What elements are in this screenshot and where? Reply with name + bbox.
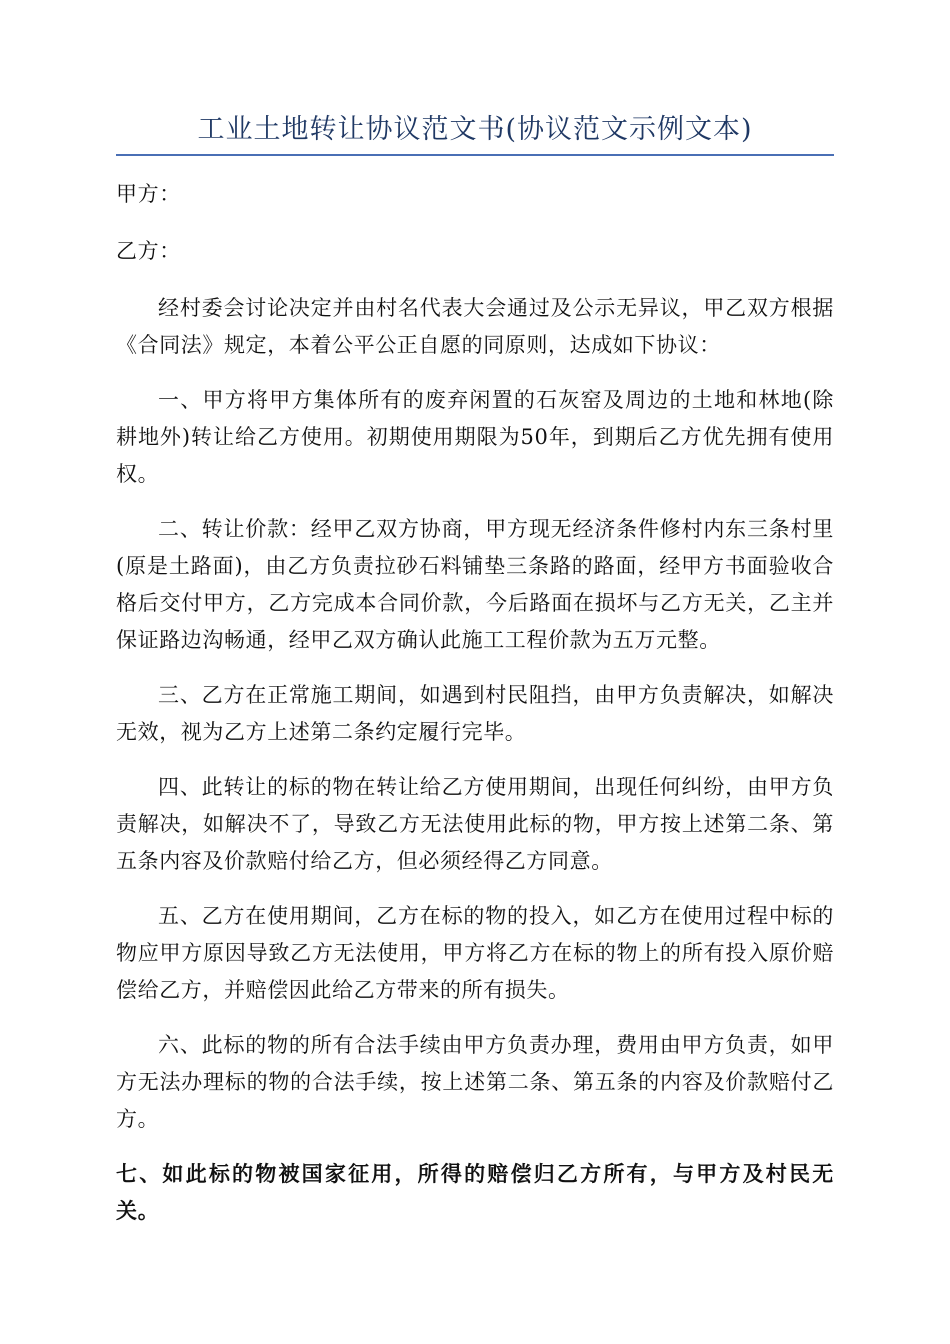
party-a-label: 甲方：	[116, 182, 181, 206]
clause-7-paragraph: 七、如此标的物被国家征用，所得的赔偿归乙方所有，与甲方及村民无关。	[116, 1162, 834, 1223]
preamble-paragraph: 经村委会讨论决定并由村名代表大会通过及公示无异议，甲乙双方根据《合同法》规定，本着公平公正自愿的同原则，达成如下协议：	[116, 296, 834, 357]
clause-4-paragraph: 四、此转让的标的物在转让给乙方使用期间，出现任何纠纷，由甲方负责解决，如解决不了，导致乙方无法使用此标的物，甲方按上述第二条、第五条内容及价款赔付给乙方，但必须经得乙方同意。	[116, 775, 834, 873]
party-b-label: 乙方：	[116, 239, 181, 263]
document-body	[116, 176, 834, 1248]
clause-6-paragraph: 六、此标的物的所有合法手续由甲方负责办理，费用由甲方负责，如甲方无法办理标的物的合法手续，按上述第二条、第五条的内容及价款赔付乙方。	[116, 1033, 834, 1131]
title-underline	[116, 154, 834, 156]
clause-2-paragraph: 二、转让价款：经甲乙双方协商，甲方现无经济条件修村内东三条村里(原是土路面)，由乙方负责拉砂石料铺垫三条路的路面，经甲方书面验收合格后交付甲方，乙方完成本合同价款，今后路面在损坏与乙方无关，乙主并保证路边沟畅通，经甲乙双方确认此施工工程价款为五万元整。	[116, 517, 834, 652]
clause-3-paragraph: 三、乙方在正常施工期间，如遇到村民阻挡，由甲方负责解决，如解决无效，视为乙方上述第二条约定履行完毕。	[116, 683, 834, 744]
clause-1-paragraph: 一、甲方将甲方集体所有的废弃闲置的石灰窑及周边的土地和林地(除耕地外)转让给乙方使用。初期使用期限为50年，到期后乙方优先拥有使用权。	[116, 388, 834, 486]
document-title: 工业土地转让协议范文书(协议范文示例文本)	[197, 114, 753, 145]
clause-5-paragraph: 五、乙方在使用期间，乙方在标的物的投入，如乙方在使用过程中标的物应甲方原因导致乙方无法使用，甲方将乙方在标的物上的所有投入原价赔偿给乙方，并赔偿因此给乙方带来的所有损失。	[116, 904, 834, 1002]
